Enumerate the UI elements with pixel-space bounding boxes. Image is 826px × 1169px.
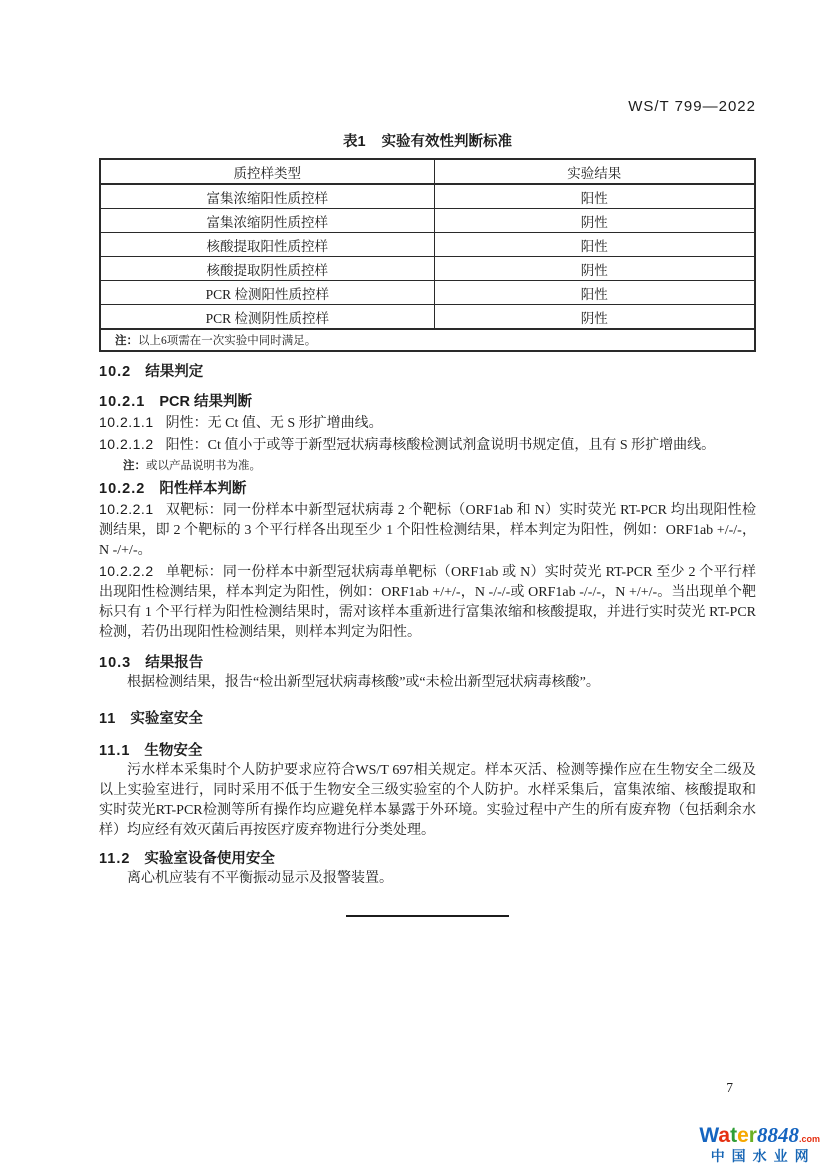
logo-letter-0: W xyxy=(699,1124,719,1147)
heading-number: 10.2.1 xyxy=(99,394,146,410)
table-cell: 核酸提取阳性质控样 xyxy=(100,233,434,257)
table-row xyxy=(100,305,755,330)
heading-10-2-1 xyxy=(99,392,756,412)
logo-letter-3: e xyxy=(737,1124,749,1147)
table-cell: 阳性 xyxy=(434,281,755,305)
heading-number: 11 xyxy=(99,711,117,727)
note-label: 注： xyxy=(123,460,146,472)
clause-number: 10.2.1.2 xyxy=(99,436,154,452)
clause-text: 单靶标：同一份样本中新型冠状病毒单靶标（ORF1ab 或 N）实时荧光 RT-PCR 至少 2 个平行样出现阳性检测结果，样本判定为阳性，例如：ORF1ab +/+/-，N -/-/-或 ORF1ab -/-/-，N +/+/-。当出现单个靶标只有 1 个平行样为阳性检测结果时，需对该样本重新进行富集浓缩和核酸提取，并进行实时荧光 RT-PCR 检测，若仍出现阳性检测结果，则样本判定为阳性。 xyxy=(99,565,756,640)
table-row xyxy=(100,233,755,257)
logo-letter-2: t xyxy=(730,1124,738,1147)
clause-10-2-2-1 xyxy=(99,499,756,561)
heading-title: 生物安全 xyxy=(144,743,203,759)
table-row xyxy=(100,281,755,305)
logo-subtitle: 中国水业网 xyxy=(710,1148,816,1164)
clause-number: 10.2.2.1 xyxy=(99,501,154,517)
table-cell: 阴性 xyxy=(434,209,755,233)
table-cell: PCR 检测阳性质控样 xyxy=(100,281,434,305)
clause-note xyxy=(123,458,756,474)
paragraph-11-1: 污水样本采集时个人防护要求应符合WS/T 697相关规定。样本灭活、检测等操作应在生物安全二级及以上实验室进行，同时采用不低于生物安全三级实验室的个人防护。水样采集后，富集浓缩、核酸提取和实时荧光RT-PCR检测等所有操作均应避免样本暴露于外环境。实验过程中产生的所有废弃物（包括剩余水样）均应经有效灭菌后再按医疗废弃物进行分类处理。 xyxy=(99,763,756,838)
page-number: 7 xyxy=(726,1080,733,1095)
note-text: 以上6项需在一次实验中同时满足。 xyxy=(138,335,317,347)
heading-11-2 xyxy=(99,849,756,869)
logo-word-water xyxy=(699,1124,757,1147)
heading-number: 10.3 xyxy=(99,655,132,671)
paragraph-11-2: 离心机应装有不平衡振动显示及报警装置。 xyxy=(127,871,393,886)
table-note xyxy=(100,329,755,351)
heading-title: 实验室安全 xyxy=(130,711,203,727)
heading-title: PCR 结果判断 xyxy=(159,394,252,410)
logo-letter-4: r xyxy=(748,1124,757,1147)
clause-10-2-1-1 xyxy=(99,412,756,434)
table-caption-label: 表1 xyxy=(342,134,366,150)
heading-number: 10.2.2 xyxy=(99,481,146,497)
column-header-result: 实验结果 xyxy=(434,159,755,184)
clause-text: 双靶标：同一份样本中新型冠状病毒 2 个靶标（ORF1ab 和 N）实时荧光 RT-PCR 均出现阳性检测结果，即 2 个靶标的 3 个平行样各出现至少 1 个阳性检测结果，样本判定为阳性，例如：ORF1ab +/-/-，N -/+/-。 xyxy=(99,503,756,558)
logo-tld: .com xyxy=(798,1134,820,1144)
heading-number: 11.1 xyxy=(99,743,131,759)
table-header-row xyxy=(100,159,755,184)
heading-10-3 xyxy=(99,653,756,673)
end-of-document-rule xyxy=(346,915,509,917)
logo-number: 8848 xyxy=(756,1123,799,1147)
table-cell: 阴性 xyxy=(434,305,755,330)
heading-title: 结果报告 xyxy=(145,655,204,671)
table-caption xyxy=(99,130,756,149)
table-cell: 富集浓缩阴性质控样 xyxy=(100,209,434,233)
note-text: 或以产品说明书为准。 xyxy=(146,460,261,472)
table-row xyxy=(100,184,755,209)
heading-10-2-2 xyxy=(99,479,756,499)
clause-text: 阴性：无 Ct 值、无 S 形扩增曲线。 xyxy=(165,416,383,431)
table-cell: PCR 检测阴性质控样 xyxy=(100,305,434,330)
column-header-qc-type: 质控样类型 xyxy=(100,159,434,184)
heading-title: 阳性样本判断 xyxy=(159,481,247,497)
table-row xyxy=(100,209,755,233)
heading-number: 10.2 xyxy=(99,364,132,380)
water8848-logo[interactable] xyxy=(699,1125,820,1163)
table-cell: 核酸提取阴性质控样 xyxy=(100,257,434,281)
heading-11 xyxy=(99,709,756,729)
heading-title: 实验室设备使用安全 xyxy=(144,851,275,867)
clause-10-2-1-2 xyxy=(99,434,756,456)
note-label: 注： xyxy=(115,335,138,347)
heading-number: 11.2 xyxy=(99,851,131,867)
heading-10-2 xyxy=(99,362,756,382)
qc-criteria-table xyxy=(99,158,756,352)
qc-table-body xyxy=(100,184,755,329)
table-note-row xyxy=(100,329,755,351)
table-row xyxy=(100,257,755,281)
clause-number: 10.2.2.2 xyxy=(99,563,154,579)
table-caption-title: 实验有效性判断标准 xyxy=(381,134,513,150)
table-cell: 富集浓缩阳性质控样 xyxy=(100,184,434,209)
table-cell: 阳性 xyxy=(434,233,755,257)
standard-code: WS/T 799—2022 xyxy=(628,98,756,115)
table-cell: 阳性 xyxy=(434,184,755,209)
clause-text: 阳性：Ct 值小于或等于新型冠状病毒核酸检测试剂盒说明书规定值，且有 S 形扩增曲线。 xyxy=(165,438,716,453)
table-cell: 阴性 xyxy=(434,257,755,281)
heading-title: 结果判定 xyxy=(145,364,204,380)
clause-10-2-2-2 xyxy=(99,561,756,643)
logo-wordmark xyxy=(699,1125,820,1146)
heading-11-1 xyxy=(99,741,756,761)
logo-letter-1: a xyxy=(718,1124,731,1147)
clause-number: 10.2.1.1 xyxy=(99,414,154,430)
paragraph-10-3: 根据检测结果，报告“检出新型冠状病毒核酸”或“未检出新型冠状病毒核酸”。 xyxy=(127,675,600,690)
